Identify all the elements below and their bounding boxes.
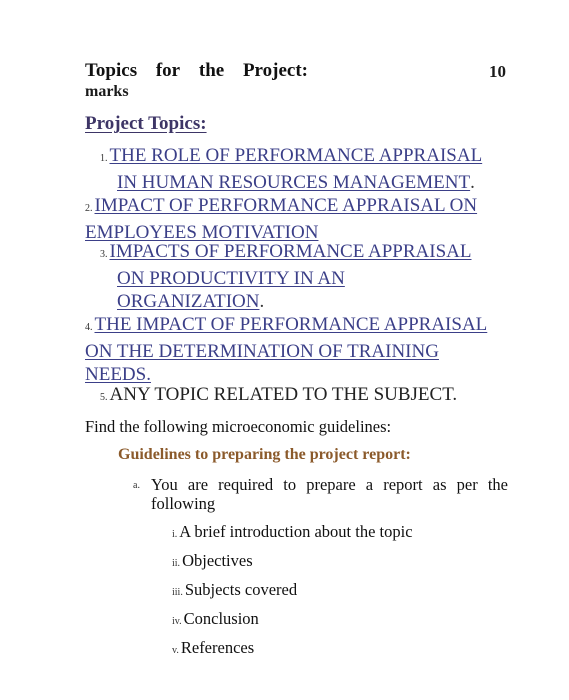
sub-item-text: Objectives <box>182 551 253 570</box>
sub-item <box>172 609 259 629</box>
topic-period: . <box>259 291 265 312</box>
topic-item-3 <box>100 240 472 314</box>
topic-line[interactable]: ON PRODUCTIVITY IN AN <box>117 267 345 289</box>
title-word: Project: <box>242 60 308 81</box>
sub-item <box>172 638 254 658</box>
topic-line[interactable]: ORGANIZATION <box>117 291 260 312</box>
sub-item-number: i. <box>172 529 178 540</box>
marks-label: marks <box>85 83 129 100</box>
item-a-line-1: You are required to prepare a report as per the <box>151 475 508 494</box>
intro-text: Find the following microeconomic guidelines: <box>85 417 392 436</box>
item-number: a. <box>133 480 140 491</box>
topic-item-2 <box>85 194 477 244</box>
guidelines-title: Guidelines to preparing the project report: <box>118 446 411 463</box>
topic-line: ANY TOPIC RELATED TO THE SUBJECT. <box>109 384 458 405</box>
topic-line[interactable]: EMPLOYEES MOTIVATION <box>85 221 319 243</box>
marks-value: 10 <box>489 62 506 81</box>
sub-item-number: ii. <box>172 558 181 569</box>
sub-item-text: Conclusion <box>183 609 259 628</box>
item-a-line-2: following <box>151 494 216 513</box>
sub-item <box>172 551 253 571</box>
title-word: for <box>155 60 181 81</box>
sub-item-text: Subjects covered <box>184 580 298 599</box>
sub-item <box>172 522 413 542</box>
topic-number: 3. <box>100 249 108 260</box>
sub-item-number: iii. <box>172 587 183 598</box>
topic-number: 4. <box>85 322 93 333</box>
topic-line[interactable]: IN HUMAN RESOURCES MANAGEMENT <box>117 171 471 193</box>
sub-item-text: References <box>180 638 255 657</box>
topic-line[interactable]: ON THE DETERMINATION OF TRAINING <box>85 340 439 362</box>
topic-period: . <box>470 171 475 193</box>
project-topics-title: Project Topics: <box>85 113 207 134</box>
topic-line[interactable]: IMPACT OF PERFORMANCE APPRAISAL ON <box>94 195 478 216</box>
guideline-item-a <box>133 475 142 493</box>
topic-item-1 <box>100 144 482 194</box>
sub-item-number: iv. <box>172 616 182 627</box>
sub-item-number: v. <box>172 645 179 656</box>
topic-number: 2. <box>85 203 93 214</box>
topic-number: 1. <box>100 153 108 164</box>
sub-item-text: A brief introduction about the topic <box>179 522 413 541</box>
guideline-item-a-text <box>151 475 508 513</box>
topic-line[interactable]: THE IMPACT OF PERFORMANCE APPRAISAL <box>94 314 488 335</box>
page-title <box>85 60 308 82</box>
topic-item-5 <box>100 383 457 410</box>
topic-line[interactable]: IMPACTS OF PERFORMANCE APPRAISAL <box>109 241 472 262</box>
sub-item <box>172 580 297 600</box>
topic-number: 5. <box>100 392 108 403</box>
topic-item-4 <box>85 313 487 387</box>
title-word: the <box>198 60 225 81</box>
title-word: Topics <box>85 60 138 81</box>
topic-line[interactable]: NEEDS. <box>85 364 151 385</box>
topic-line[interactable]: THE ROLE OF PERFORMANCE APPRAISAL <box>109 145 483 166</box>
